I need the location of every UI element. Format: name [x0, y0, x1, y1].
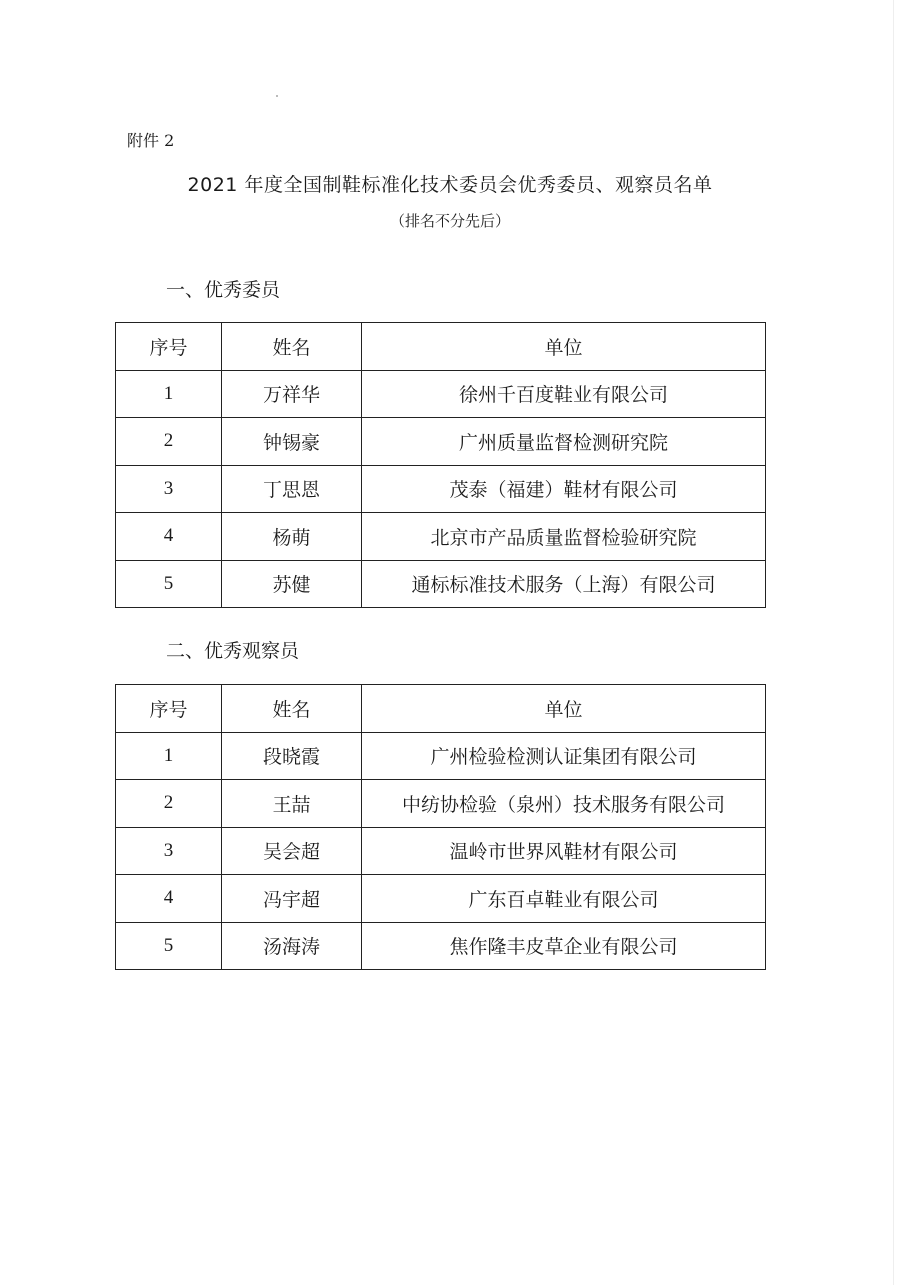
members-table [115, 322, 766, 608]
row-unit: 中纺协检验（泉州）技术服务有限公司 [362, 780, 766, 828]
table-row [116, 922, 766, 970]
header-name: 姓名 [222, 685, 362, 733]
row-unit: 焦作隆丰皮草企业有限公司 [362, 922, 766, 970]
table-row [116, 418, 766, 466]
row-index: 1 [116, 370, 222, 418]
row-index: 5 [116, 560, 222, 608]
table-row [116, 465, 766, 513]
document-subtitle: （排名不分先后） [389, 212, 510, 230]
row-unit: 通标标准技术服务（上海）有限公司 [362, 560, 766, 608]
table-row [116, 370, 766, 418]
row-index: 4 [116, 513, 222, 561]
row-unit: 温岭市世界风鞋材有限公司 [362, 827, 766, 875]
row-unit: 茂泰（福建）鞋材有限公司 [362, 465, 766, 513]
row-name: 万祥华 [222, 370, 362, 418]
table-row [116, 780, 766, 828]
row-index: 5 [116, 922, 222, 970]
row-unit: 广东百卓鞋业有限公司 [362, 875, 766, 923]
section-heading-observers: 二、优秀观察员 [166, 640, 300, 662]
header-unit: 单位 [362, 323, 766, 371]
row-name: 汤海涛 [222, 922, 362, 970]
row-index: 2 [116, 418, 222, 466]
row-name: 段晓霞 [222, 732, 362, 780]
row-name: 杨萌 [222, 513, 362, 561]
row-name: 钟锡豪 [222, 418, 362, 466]
row-name: 吴会超 [222, 827, 362, 875]
table-row [116, 827, 766, 875]
row-name: 苏健 [222, 560, 362, 608]
document-title: 2021 年度全国制鞋标准化技术委员会优秀委员、观察员名单 [187, 174, 713, 196]
row-unit: 徐州千百度鞋业有限公司 [362, 370, 766, 418]
row-index: 1 [116, 732, 222, 780]
table-header-row [116, 323, 766, 371]
observers-table [115, 684, 766, 970]
row-name: 冯宇超 [222, 875, 362, 923]
row-unit: 广州质量监督检测研究院 [362, 418, 766, 466]
header-index: 序号 [116, 685, 222, 733]
scan-speck [276, 95, 278, 97]
table-row [116, 513, 766, 561]
table-row [116, 732, 766, 780]
header-name: 姓名 [222, 323, 362, 371]
row-unit: 北京市产品质量监督检验研究院 [362, 513, 766, 561]
section-heading-members: 一、优秀委员 [166, 279, 281, 301]
header-unit: 单位 [362, 685, 766, 733]
row-index: 2 [116, 780, 222, 828]
header-index: 序号 [116, 323, 222, 371]
row-name: 丁思恩 [222, 465, 362, 513]
table-row [116, 560, 766, 608]
table-header-row [116, 685, 766, 733]
row-index: 3 [116, 465, 222, 513]
table-row [116, 875, 766, 923]
attachment-label: 附件 2 [127, 131, 175, 150]
row-index: 3 [116, 827, 222, 875]
row-unit: 广州检验检测认证集团有限公司 [362, 732, 766, 780]
row-index: 4 [116, 875, 222, 923]
row-name: 王喆 [222, 780, 362, 828]
